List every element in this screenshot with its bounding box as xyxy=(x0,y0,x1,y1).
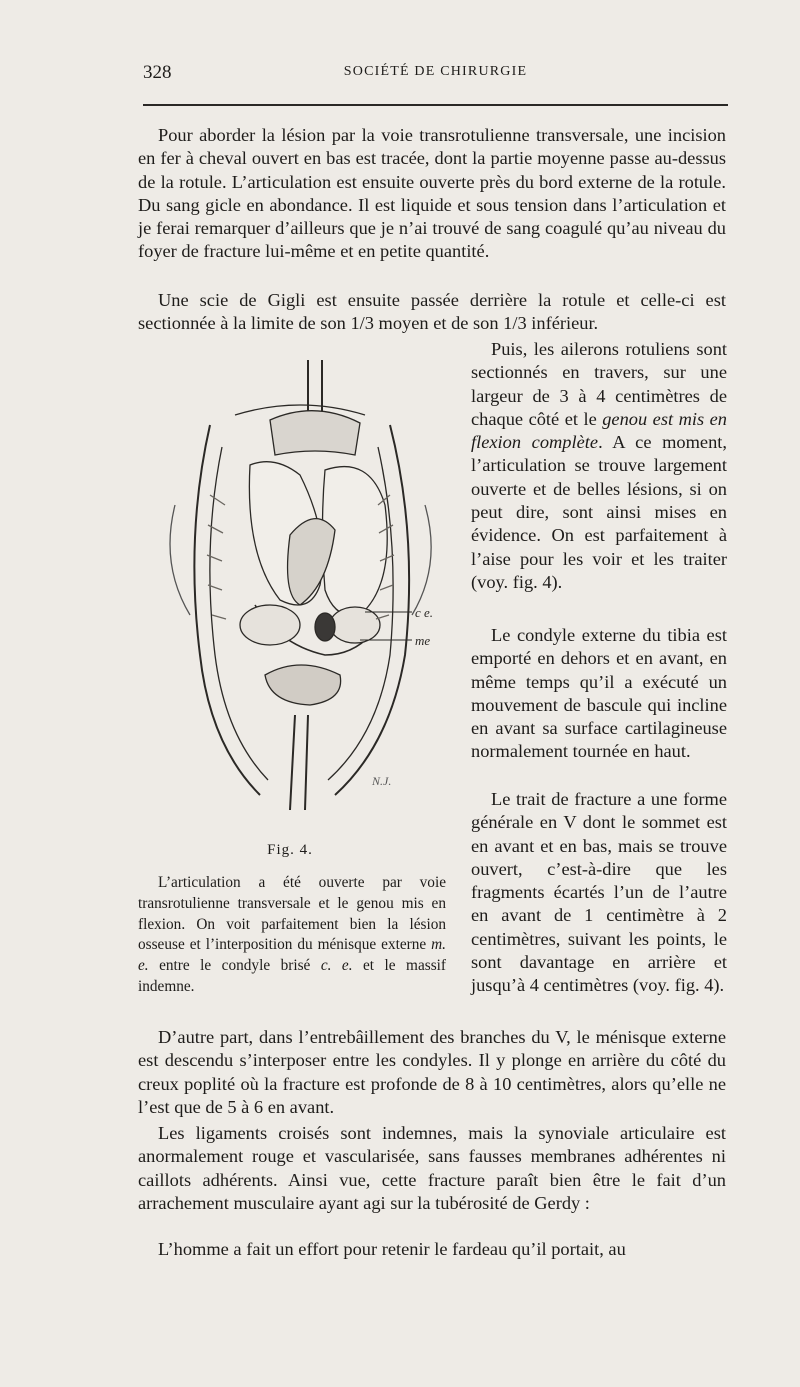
paragraph-8: L’homme a fait un effort pour retenir le fardeau qu’il portait, au xyxy=(158,1239,626,1259)
paragraph-3-italic: genou est mis en flexion complète xyxy=(471,408,727,453)
paragraph-2: Une scie de Gigli est ensuite passée derrière la rotule et celle-ci est sectionnée à la limite de son 1/3 moyen et de son 1/3 inférieur. xyxy=(138,290,726,334)
figure-caption xyxy=(138,873,446,998)
caption-ce: c. e. xyxy=(320,957,353,975)
caption-text-a: L’articulation a été ouverte par voie transrotulienne transversale et le genou mis en flexion. On voit parfaitement bien la lésion osseuse et l’interposition du ménisque externe xyxy=(138,874,446,954)
paragraph-6: D’autre part, dans l’entrebâillement des branches du V, le ménisque externe est descendu s’interposer entre les condyles. Il y plonge en arrière du côté du creux poplité où la fracture est profonde de 8 à 10 centimètres, alors qu’elle ne l’est que de 5 à 6 en avant. xyxy=(138,1027,726,1117)
header-rule xyxy=(143,104,728,106)
caption-text-b: entre le condyle brisé xyxy=(148,957,321,975)
paragraph-5: Le trait de fracture a une forme générale en V dont le sommet est en avant et en bas, mais se trouve ouvert, c’est-à-dire que les fragments écartés l’un de l’autre en avant de 1 centimètre à 2 centimètres, suivant les points, le sont davantage en arrière et jusqu’à 4 centimètres (voy. fig. 4). xyxy=(471,789,727,996)
running-title: SOCIÉTÉ DE CHIRURGIE xyxy=(343,64,528,79)
paragraph-3-text-a: Puis, les ailerons rotuliens sont sectionnés en travers, sur une largeur de 3 à 4 centimètres de chaque côté et le xyxy=(471,339,727,429)
paragraph-1: Pour aborder la lésion par la voie transrotulienne transversale, une incision en fer à cheval ouvert en bas est tracée, dont la partie moyenne passe au-dessus de la rotule. L’articulation est ensuite ouverte près du bord externe de la rotule. Du sang gicle en abondance. Il est liquide et sous tension dans l’articulation et je ferai remarquer d’ailleurs que je n’ai trouvé de sang coagulé qu’au niveau du foyer de fracture lui-même et en petite quantité. xyxy=(138,125,726,262)
caption-me: m. e. xyxy=(138,936,446,975)
label-ce: c e. xyxy=(415,605,434,620)
caption-text-c: et le massif indemne. xyxy=(138,957,446,995)
page-number: 328 xyxy=(143,62,172,83)
page-header xyxy=(143,62,728,88)
paragraph-4: Le condyle externe du tibia est emporté en dehors et en avant, en même temps qu’il a exécuté un mouvement de bascule qui incline en avant sa surface cartilagineuse normalement tournée en haut. xyxy=(471,625,727,762)
knee-engraving xyxy=(150,355,450,815)
paragraph-7: Les ligaments croisés sont indemnes, mais la synoviale articulaire est anormalement rouge et vascularisée, sans fausses membranes adhérentes ni caillots adhérents. Ainsi vue, cette fracture paraît bien être le fait d’un arrachement musculaire ayant agi sur la tubérosité de Gerdy : xyxy=(138,1123,726,1213)
engraver-signature: N.J. xyxy=(372,774,392,788)
paragraph-3-text-b: . A ce moment, l’articulation se trouve largement ouverte et de belles lésions, si on peut dire, sont ainsi mises en évidence. On est parfaitement à l’aise pour les voir et les traiter (voy. fig. 4). xyxy=(471,432,727,592)
paragraph-3 xyxy=(471,338,727,594)
label-me: me xyxy=(415,633,431,648)
figure-knee-illustration xyxy=(150,355,450,815)
figure-label: Fig. 4. xyxy=(267,842,313,858)
